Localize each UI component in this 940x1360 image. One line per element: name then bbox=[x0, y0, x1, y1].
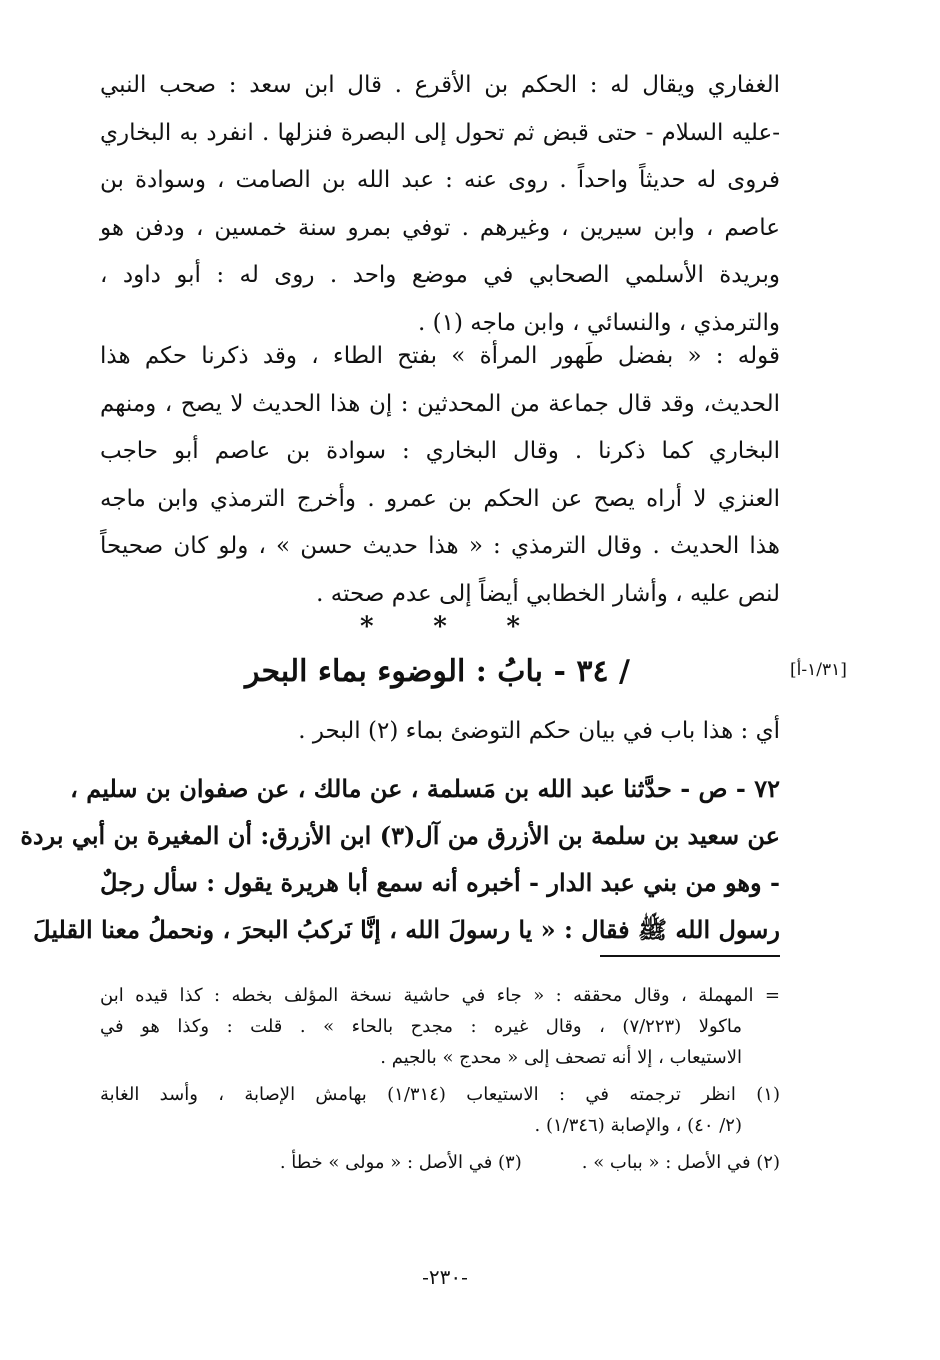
text-line: الحديث، وقد قال جماعة من المحدثين : إن هذا الحديث لا يصح ، ومنهم bbox=[100, 390, 780, 417]
footnote-2: (٢) في الأصل : « بباب » . bbox=[581, 1152, 780, 1173]
star-icon: * bbox=[360, 612, 374, 642]
star-icon: * bbox=[506, 612, 520, 642]
text-line: وبريدة الأسلمي الصحابي في موضع واحد . روى له : أبو داود ، bbox=[100, 262, 780, 288]
text-line: والترمذي ، والنسائي ، وابن ماجه (١) . bbox=[417, 309, 780, 336]
text-line: - وهو من بني عبد الدار - أخبره أنه سمع أبا هريرة يقول : سأل رجلٌ bbox=[100, 868, 780, 897]
footnote-pair bbox=[100, 1147, 780, 1178]
footnote-line: (١) انظر ترجمته في : الاستيعاب (١/٣١٤) بهامش الإصابة ، وأسد الغابة bbox=[100, 1084, 780, 1105]
chapter-heading: / ٣٤ - بابُ : الوضوء بماء البحر bbox=[244, 654, 630, 689]
text-line: رسول الله ﷺ فقال : « يا رسولَ الله ، إنَّا نَركبُ البحرَ ، ونحملُ معنا القليلَ bbox=[33, 915, 780, 944]
footnote-line: (٢/ ٤٠) ، والإصابة (١/٣٤٦) . bbox=[534, 1115, 742, 1136]
footnote-line: الاستيعاب ، إلا أنه تصحف إلى « محدج » بالجيم . bbox=[380, 1047, 742, 1068]
footnote-line: = المهملة ، وقال محققه : « جاء في حاشية نسخة المؤلف بخطه : كذا قيده ابن bbox=[100, 985, 780, 1006]
text-line: البخاري كما ذكرنا . وقال البخاري : سوادة بن عاصم أبو حاجب bbox=[100, 438, 780, 464]
text-line: عن سعيد بن سلمة بن الأزرق من آل(٣) ابن الأزرق: أن المغيرة بن أبي بردة bbox=[20, 821, 780, 850]
star-icon: * bbox=[433, 612, 447, 642]
text-line: لنص عليه ، وأشار الخطابي أيضاً إلى عدم صحته . bbox=[316, 580, 780, 607]
paragraph-chapter-intro bbox=[100, 708, 780, 756]
footnotes bbox=[100, 980, 780, 1178]
margin-reference: [١/٣١-أ] bbox=[790, 660, 847, 680]
text-line: الغفاري ويقال له : الحكم بن الأقرع . قال ابن سعد : صحب النبي bbox=[100, 72, 780, 98]
text-line: فروى له حديثاً واحداً . روى عنه : عبد الله بن الصامت ، وسوادة بن bbox=[100, 167, 780, 193]
page-number: -٢٣٠- bbox=[422, 1265, 468, 1289]
text-line: هذا الحديث . وقال الترمذي : « هذا حديث حسن » ، ولو كان صحيحاً bbox=[100, 533, 780, 559]
text-line: قوله : « بفضل طَهور المرأة » بفتح الطاء ، وقد ذكرنا حكم هذا bbox=[100, 343, 780, 369]
footnote-line: ماكولا (٧/٢٢٣) ، وقال غيره : مجدح بالحاء » . قلت : وكذا هو في bbox=[100, 1016, 742, 1037]
text-line: العنزي لا أراه يصح عن الحكم بن عمرو . وأخرج الترمذي وابن ماجه bbox=[100, 485, 780, 512]
section-separator bbox=[360, 612, 520, 642]
text-line: -عليه السلام - حتى قبض ثم تحول إلى البصرة فنزلها . انفرد به البخاري bbox=[100, 119, 780, 146]
footnote-3: (٣) في الأصل : « مولى » خطأ . bbox=[279, 1152, 522, 1173]
footnote-divider bbox=[600, 955, 780, 957]
text-line: عاصم ، وابن سيرين ، وغيرهم . توفي بمرو سنة خمسين ، ودفن هو bbox=[100, 214, 780, 241]
text-line: أي : هذا باب في بيان حكم التوضئ بماء (٢) البحر . bbox=[298, 718, 780, 744]
paragraph-commentary bbox=[100, 333, 780, 618]
text-line: ٧٢ - ص - حدَّثنا عبد الله بن مَسلمة ، عن مالك ، عن صفوان بن سليم ، bbox=[70, 774, 780, 803]
paragraph-biography bbox=[100, 62, 780, 347]
hadith-text bbox=[20, 765, 780, 953]
